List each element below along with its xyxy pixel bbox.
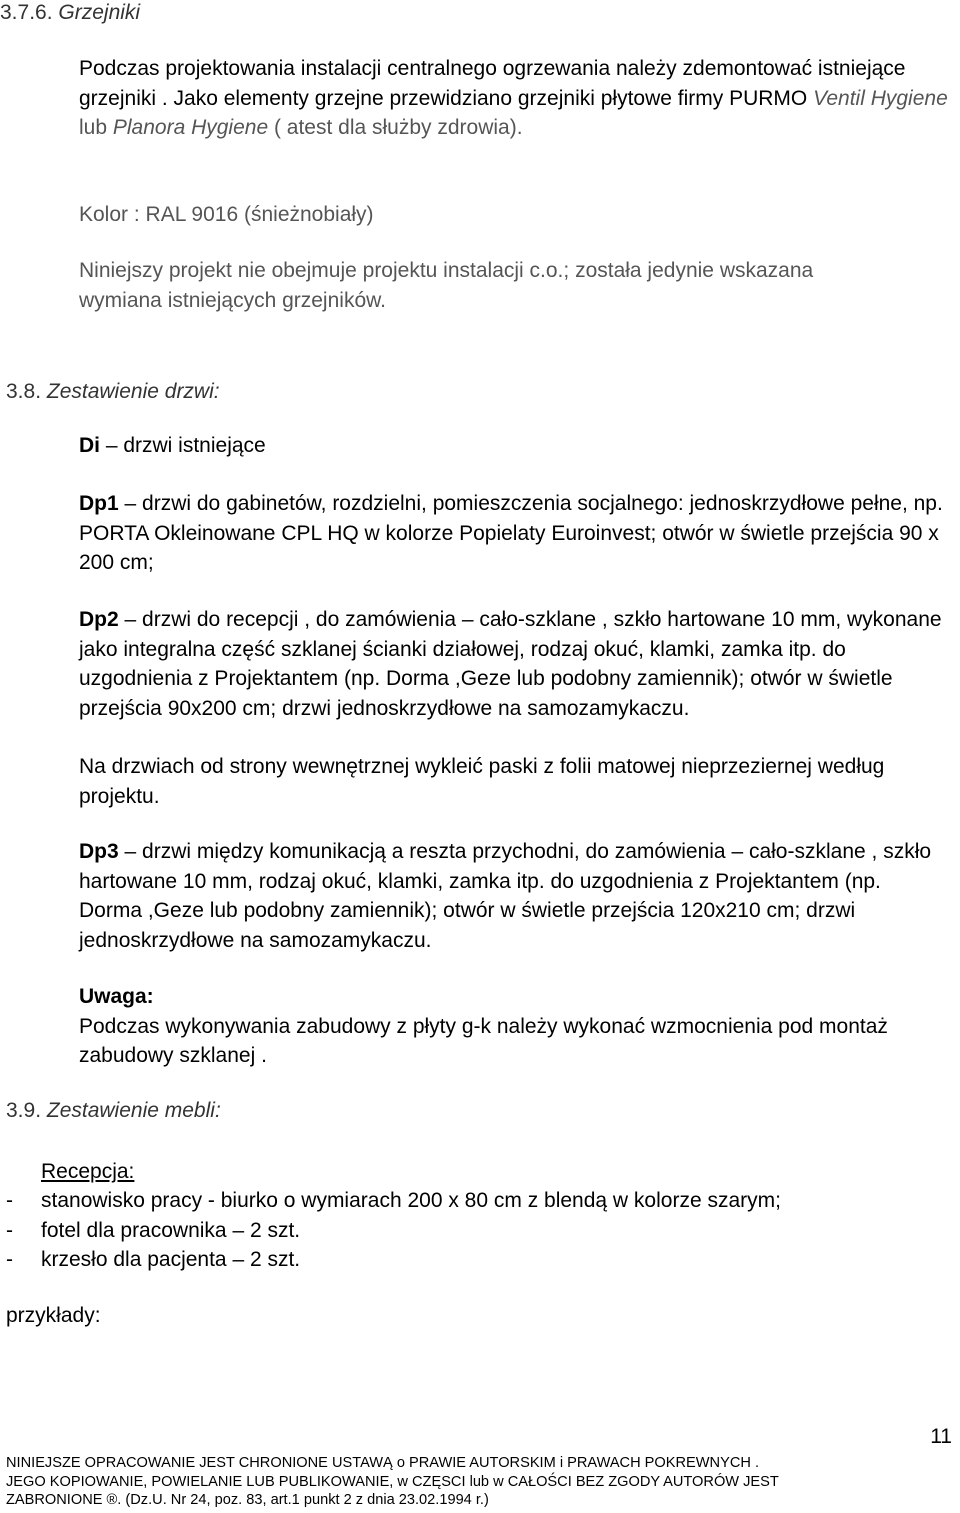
radiator-text-b: lub xyxy=(79,116,113,139)
list-item xyxy=(0,1186,960,1216)
door-code: Dp1 xyxy=(79,492,119,515)
section-title: Zestawienie drzwi: xyxy=(46,380,220,403)
door-description: – drzwi między komunikacją a reszta przychodni, do zamówienia – cało-szklane , szkło hartowane 10 mm, rodzaj okuć, klamki, zamka itp. do uzgodnienia z Projektantem (np. Dorma ,Geze lub podobny zamiennik); otwór w świetle przejścia 120x210 cm; drzwi jednoskrzydłowe na samozamykaczu. xyxy=(79,840,932,952)
section-title: Zestawienie mebli: xyxy=(46,1099,221,1122)
warning-block xyxy=(79,982,949,1071)
list-item-text: stanowisko pracy - biurko o wymiarach 200 x 80 cm z blendą w kolorze szarym; xyxy=(41,1189,781,1212)
list-dash: - xyxy=(6,1248,13,1271)
footer-line: JEGO KOPIOWANIE, POWIELANIE LUB PUBLIKOWANIE, w CZĘSCI lub w CAŁOŚCI BEZ ZGODY AUTORÓW JEST xyxy=(6,1473,779,1490)
door-code: Di xyxy=(79,434,100,457)
radiator-color: Kolor : RAL 9016 (śnieżnobiały) xyxy=(79,203,374,226)
list-item xyxy=(0,1245,960,1275)
door-description: – drzwi do gabinetów, rozdzielni, pomieszczenia socjalnego: jednoskrzydłowe pełne, np. PORTA Okleinowane CPL HQ w kolorze Popielaty Euroinvest; otwór w świetle przejścia 90 x 200 cm; xyxy=(79,492,943,574)
page-number: 11 xyxy=(930,1425,952,1448)
radiator-text-c: ( atest dla służby zdrowia). xyxy=(268,116,523,139)
radiator-note: Niniejszy projekt nie obejmuje projektu instalacji c.o.; została jedynie wskazana wymiana istniejących grzejników. xyxy=(79,259,814,312)
door-dp3 xyxy=(79,837,949,955)
list-dash: - xyxy=(6,1218,13,1242)
section-number: 3.7.6. xyxy=(0,1,53,24)
door-dp2 xyxy=(79,605,949,723)
radiator-text-a: Podczas projektowania instalacji centralnego ogrzewania należy zdemontować istniejące grzejniki . Jako elementy grzejne przewidziano grzejniki płytowe firmy PURMO xyxy=(79,57,906,110)
radiator-model-ventil: Ventil Hygiene xyxy=(813,86,948,110)
door-code: Dp2 xyxy=(79,608,119,631)
door-description: – drzwi istniejące xyxy=(100,434,266,457)
list-item-text: fotel dla pracownika – 2 szt. xyxy=(41,1218,301,1242)
section-heading-3-7-6 xyxy=(0,0,140,26)
door-di xyxy=(79,431,949,461)
section-heading-3-8 xyxy=(6,379,220,405)
list-item-text: krzesło dla pacjenta – 2 szt. xyxy=(41,1248,301,1271)
footer-line: NINIEJSZE OPRACOWANIE JEST CHRONIONE USTAWĄ o PRAWIE AUTORSKIM i PRAWACH POKREWNYCH . xyxy=(6,1455,760,1471)
radiator-model-planora: Planora Hygiene xyxy=(112,116,269,139)
copyright-footer xyxy=(6,1454,926,1510)
furniture-subheading: Recepcja: xyxy=(41,1160,135,1183)
warning-label: Uwaga: xyxy=(79,985,154,1008)
section-number: 3.9. xyxy=(6,1099,42,1122)
section-title: Grzejniki xyxy=(58,1,141,24)
radiator-paragraph xyxy=(79,54,959,143)
door-code: Dp3 xyxy=(79,840,119,863)
door-dp2-note: Na drzwiach od strony wewnętrznej wykleić paski z folii matowej nieprzeziernej według projektu. xyxy=(79,755,885,808)
list-dash: - xyxy=(6,1189,13,1212)
list-item xyxy=(0,1216,960,1246)
examples-label: przykłady: xyxy=(6,1304,101,1327)
section-number: 3.8. xyxy=(6,380,42,403)
furniture-list xyxy=(0,1186,960,1275)
section-heading-3-9 xyxy=(6,1098,221,1124)
door-description: – drzwi do recepcji , do zamówienia – cało-szklane , szkło hartowane 10 mm, wykonane jako integralna część szklanej ścianki działowej, rodzaj okuć, klamki, zamka itp. do uzgodnienia z Projektantem (np. Dorma ,Geze lub podobny zamiennik); otwór w świetle przejścia 90x200 cm; drzwi jednoskrzydłowe na samozamykaczu. xyxy=(79,608,942,720)
warning-text: Podczas wykonywania zabudowy z płyty g-k należy wykonać wzmocnienia pod montaż zabudowy szklanej . xyxy=(79,1014,888,1067)
door-dp1 xyxy=(79,489,949,578)
footer-line: ZABRONIONE ®. (Dz.U. Nr 24, poz. 83, art.1 punkt 2 z dnia 23.02.1994 r.) xyxy=(6,1492,489,1508)
